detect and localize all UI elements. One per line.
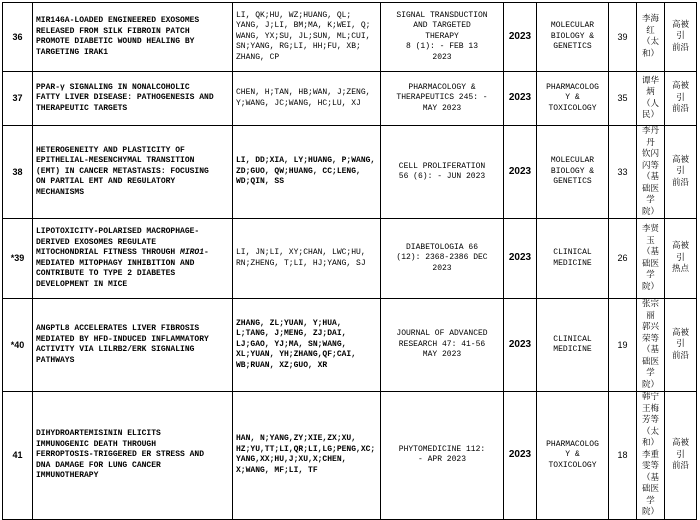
citation-count: 18 [609,392,637,520]
paper-tag: 高被引 前沿 [665,126,697,219]
table-row [3,72,697,126]
paper-authors: CHEN, H;TAN, HB;WAN, J;ZENG, Y;WANG, JC;WANG, HC;LU, XJ [233,72,381,126]
row-number: 36 [3,3,33,72]
paper-table [2,2,697,520]
row-number: 38 [3,126,33,219]
paper-tag: 高被引 前沿 [665,392,697,520]
paper-year: 2023 [504,126,537,219]
paper-field: CLINICAL MEDICINE [537,219,609,299]
paper-people: 张宗丽 郭兴荣等 （基础医学院） [637,299,665,392]
paper-field: MOLECULAR BIOLOGY & GENETICS [537,126,609,219]
paper-title: PPAR-γ SIGNALING IN NONALCOHOLIC FATTY LIVER DISEASE: PATHOGENESIS AND THERAPEUTIC TARGETS [33,72,233,126]
paper-authors: LI, QK;HU, WZ;HUANG, QL; YANG, J;LI, BM;MA, K;WEI, Q; WANG, YX;SU, JL;SUN, ML;CUI, SN;YANG, RG;LI, HH;FU, XB; ZHANG, CP [233,3,381,72]
citation-count: 26 [609,219,637,299]
paper-journal: PHARMACOLOGY & THERAPEUTICS 245: - MAY 2023 [381,72,504,126]
paper-field: PHARMACOLOG Y & TOXICOLOGY [537,392,609,520]
citation-count: 35 [609,72,637,126]
paper-people: 李丹丹 钦闪闪等 （基础医学 院） [637,126,665,219]
paper-tag: 高被引 热点 [665,219,697,299]
paper-authors: HAN, N;YANG,ZY;XIE,ZX;XU, HZ;YU,TT;LI,QR;LI,LG;PENG,XC; YANG,XX;HU,J;XU,X;CHEN, X;WANG, MF;LI, TF [233,392,381,520]
paper-year: 2023 [504,3,537,72]
table-row [3,299,697,392]
paper-journal: JOURNAL OF ADVANCED RESEARCH 47: 41-56 MAY 2023 [381,299,504,392]
paper-journal: CELL PROLIFERATION 56 (6): - JUN 2023 [381,126,504,219]
row-number: *40 [3,299,33,392]
paper-field: CLINICAL MEDICINE [537,299,609,392]
paper-tag: 高被引 前沿 [665,3,697,72]
paper-tag: 高被引 前沿 [665,72,697,126]
row-number: 41 [3,392,33,520]
paper-people: 李贤玉 （基础医学院） [637,219,665,299]
paper-year: 2023 [504,392,537,520]
paper-authors: ZHANG, ZL;YUAN, Y;HUA, L;TANG, J;MENG, ZJ;DAI, LJ;GAO, YJ;MA, SN;WANG, XL;YUAN, YH;ZHANG,QF;CAI, WB;RUAN, XZ;GUO, XR [233,299,381,392]
paper-tag: 高被引 前沿 [665,299,697,392]
table-row [3,219,697,299]
paper-title: MIR146A-LOADED ENGINEERED EXOSOMES RELEASED FROM SILK FIBROIN PATCH PROMOTE DIABETIC WOUND HEALING BY TARGETING IRAK1 [33,3,233,72]
paper-title-part: LIPOTOXICITY-POLARISED MACROPHAGE- DERIVED EXOSOMES REGULATE MITOCHONDRIAL FITNESS THROUGH [36,227,200,257]
paper-journal: SIGNAL TRANSDUCTION AND TARGETED THERAPY 8 (1): - FEB 13 2023 [381,3,504,72]
paper-year: 2023 [504,72,537,126]
paper-authors: LI, JN;LI, XY;CHAN, LWC;HU, RN;ZHENG, T;LI, HJ;YANG, SJ [233,219,381,299]
paper-title [33,219,233,299]
table-row [3,392,697,520]
paper-people: 谭华炳 （人民） [637,72,665,126]
citation-count: 39 [609,3,637,72]
table-row [3,126,697,219]
paper-field: MOLECULAR BIOLOGY & GENETICS [537,3,609,72]
row-number: *39 [3,219,33,299]
paper-year: 2023 [504,299,537,392]
paper-title: ANGPTL8 ACCELERATES LIVER FIBROSIS MEDIATED BY HFD-INDUCED INFLAMMATORY ACTIVITY VIA LILRB2/ERK SIGNALING PATHWAYS [33,299,233,392]
paper-journal: DIABETOLOGIA 66 (12): 2368-2386 DEC 2023 [381,219,504,299]
paper-title: DIHYDROARTEMISININ ELICITS IMMUNOGENIC DEATH THROUGH FERROPTOSIS-TRIGGERED ER STRESS AND DNA DAMAGE FOR LUNG CANCER IMMUNOTHERAPY [33,392,233,520]
paper-people: 韩宁 王梅芳等 （太和） 李重雯等 （基础医学 院） [637,392,665,520]
paper-people: 李海红 （太和） [637,3,665,72]
table-row [3,3,697,72]
paper-journal: PHYTOMEDICINE 112: - APR 2023 [381,392,504,520]
paper-title: HETEROGENEITY AND PLASTICITY OF EPITHELIAL-MESENCHYMAL TRANSITION (EMT) IN CANCER METASTASIS: FOCUSING ON PARTIAL EMT AND REGULATORY MECHANISMS [33,126,233,219]
row-number: 37 [3,72,33,126]
paper-field: PHARMACOLOG Y & TOXICOLOGY [537,72,609,126]
citation-count: 19 [609,299,637,392]
paper-title-italic: MIRO1 [180,248,205,257]
paper-year: 2023 [504,219,537,299]
paper-authors: LI, DD;XIA, LY;HUANG, P;WANG, ZD;GUO, QW;HUANG, CC;LENG, WD;QIN, SS [233,126,381,219]
paper-title-part: - MEDIATED MITOPHAGY INHIBITION AND CONTRIBUTE TO TYPE 2 DIABETES DEVELOPMENT IN MICE [36,248,209,289]
citation-count: 33 [609,126,637,219]
